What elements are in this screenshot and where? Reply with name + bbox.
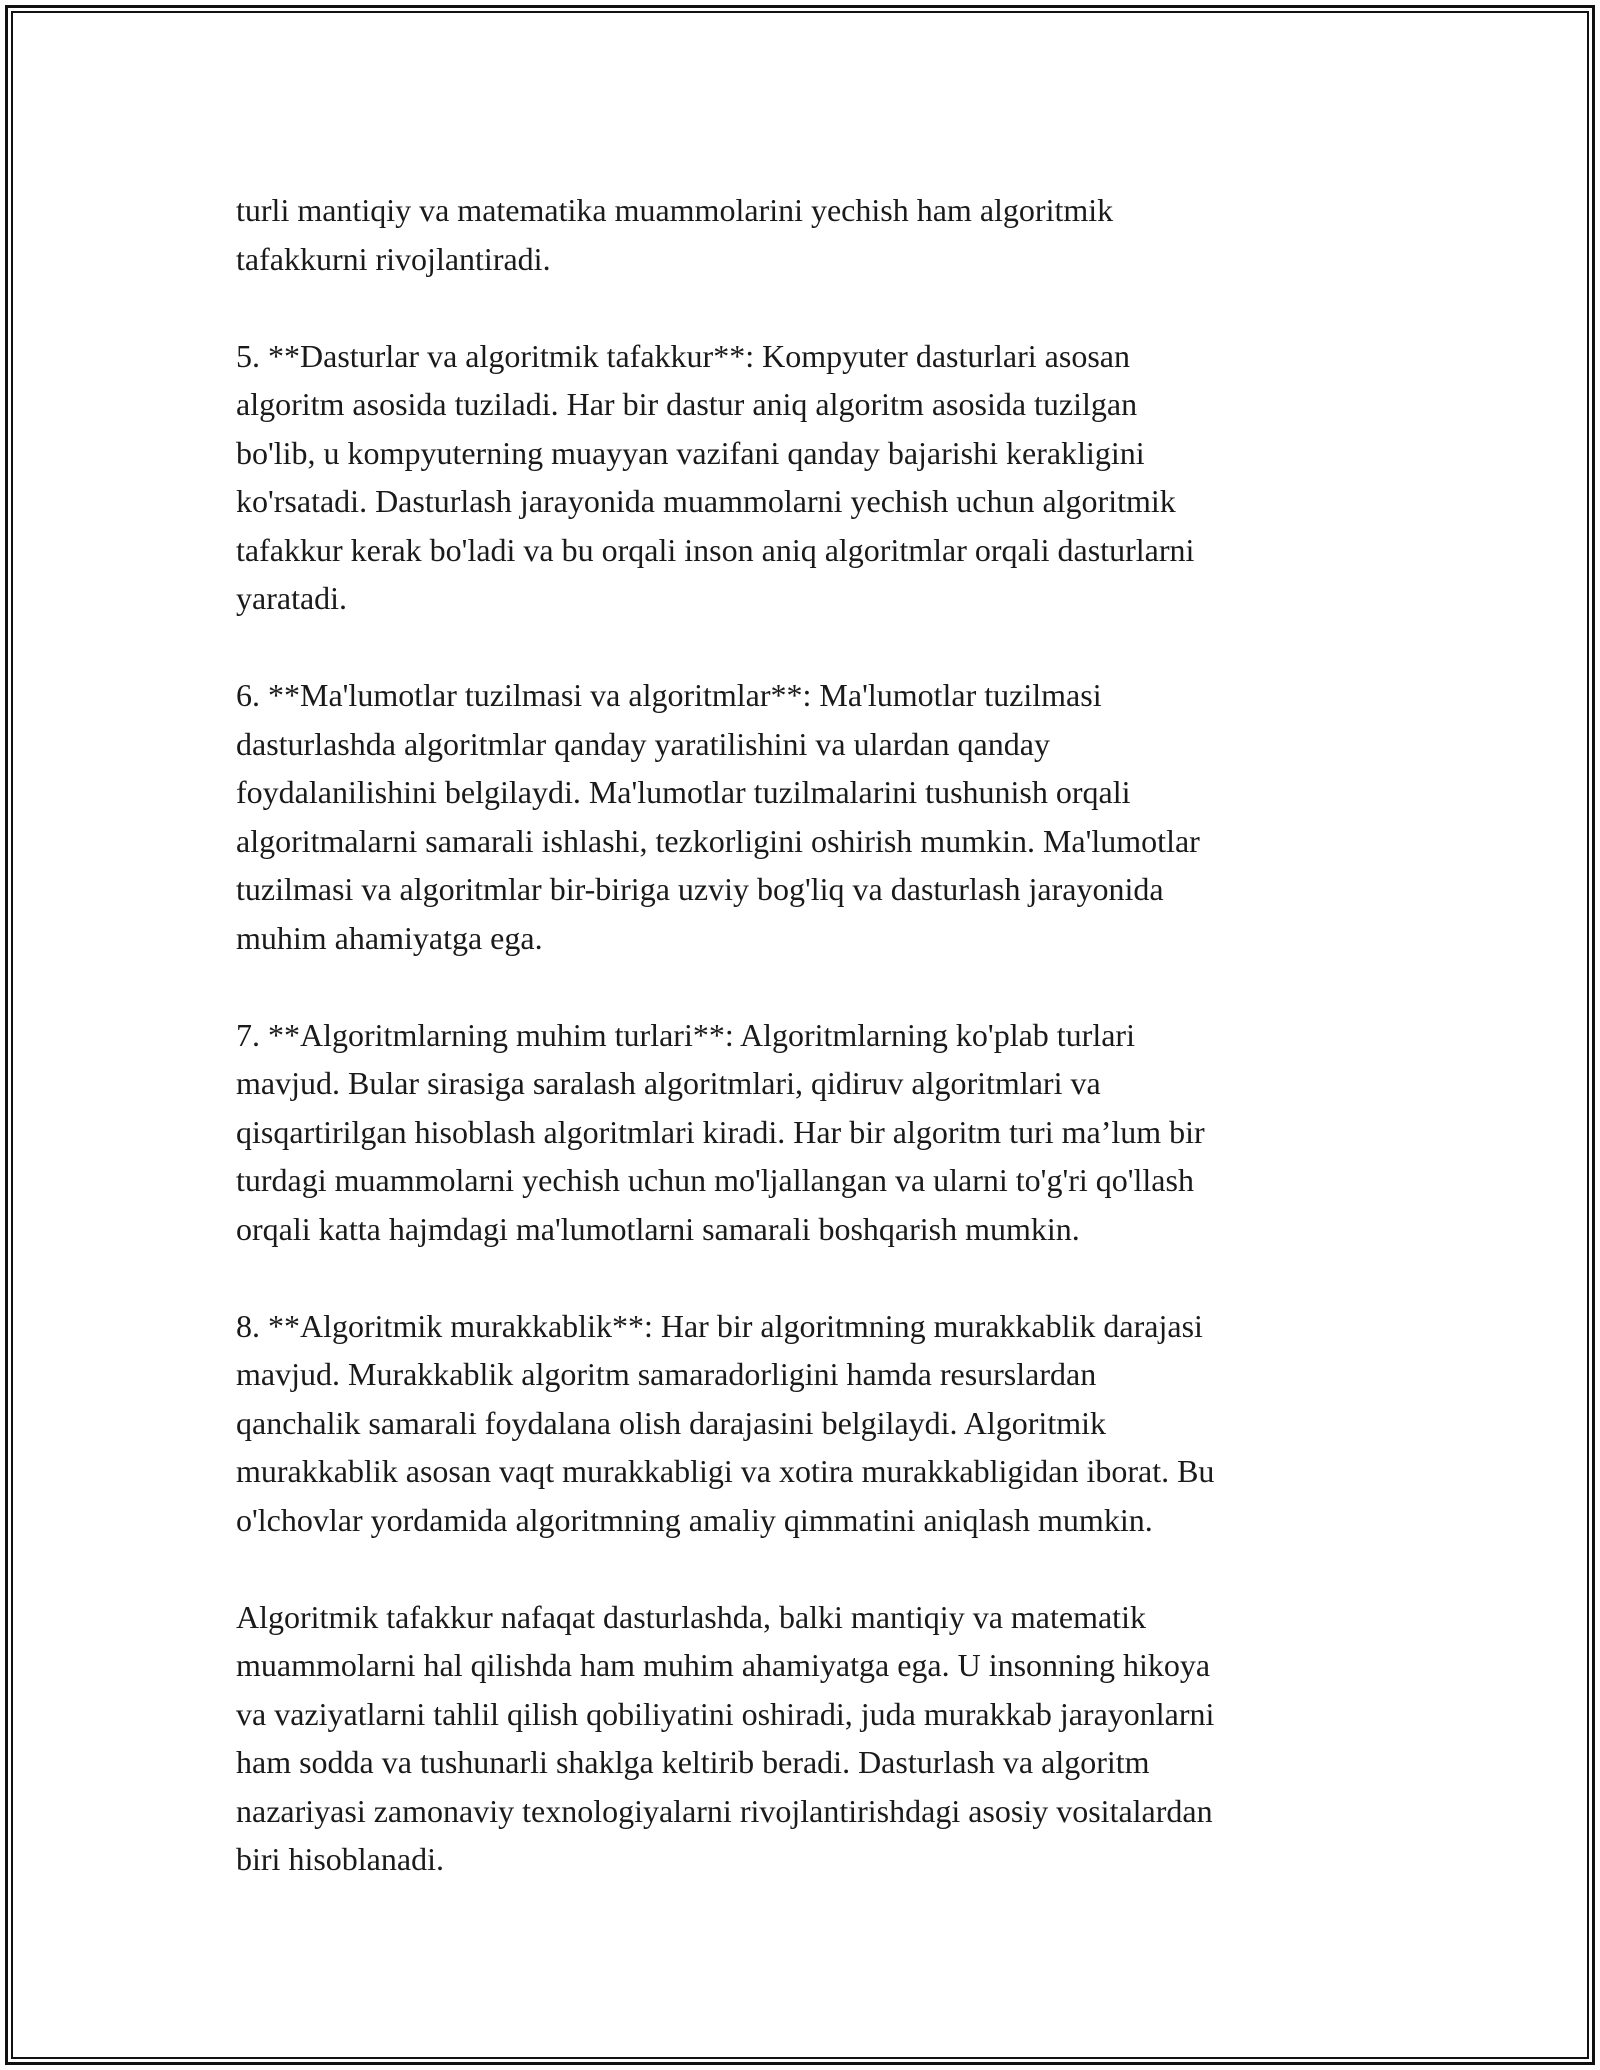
paragraph-item-8: 8. **Algoritmik murakkablik**: Har bir algoritmning murakkablik darajasi mavjud. Murakkablik algoritm samaradorligini hamda resurslardan qanchalik samarali foydalana olish darajasini belgilaydi. Algoritmik murakkablik asosan vaqt murakkabligi va xotira murakkabligidan iborat. Bu o'lchovlar yordamida algoritmning amaliy qimmatini aniqlash mumkin.: [236, 1307, 1215, 1538]
paragraph-item-7: 7. **Algoritmlarning muhim turlari**: Algoritmlarning ko'plab turlari mavjud. Bular sirasiga saralash algoritmlari, qidiruv algoritmlari va qisqartirilgan hisoblash algoritmlari kiradi. Har bir algoritm turi ma’lum bir turdagi muammolarni yechish uchun mo'ljallangan va ularni to'g'ri qo'llash orqali katta hajmdagi ma'lumotlarni samarali boshqarish mumkin.: [236, 1016, 1205, 1247]
paragraph-item-6: 6. **Ma'lumotlar tuzilmasi va algoritmlar**: Ma'lumotlar tuzilmasi dasturlashda algoritmlar qanday yaratilishini va ulardan qanday foydalanilishini belgilaydi. Ma'lumotlar tuzilmalarini tushunish orqali algoritmalarni samarali ishlashi, tezkorligini oshirish mumkin. Ma'lumotlar tuzilmasi va algoritmlar bir-biriga uzviy bog'liq va dasturlash jarayonida muhim ahamiyatga ega.: [236, 677, 1200, 956]
document-body: [236, 186, 1376, 1884]
paragraph-item-5: 5. **Dasturlar va algoritmik tafakkur**: Kompyuter dasturlari asosan algoritm asosida tuziladi. Har bir dastur aniq algoritm asosida tuzilgan bo'lib, u kompyuterning muayyan vazifani qanday bajarishi kerakligini ko'rsatadi. Dasturlash jarayonida muammolarni yechish uchun algoritmik tafakkur kerak bo'ladi va bu orqali inson aniq algoritmlar orqali dasturlarni yaratadi.: [236, 337, 1195, 616]
paragraph-continuation: turli mantiqiy va matematika muammolarini yechish ham algoritmik tafakkurni rivojlantiradi.: [236, 192, 1114, 277]
paragraph-conclusion: Algoritmik tafakkur nafaqat dasturlashda, balki mantiqiy va matematik muammolarni hal qilishda ham muhim ahamiyatga ega. U insonning hikoya va vaziyatlarni tahlil qilish qobiliyatini oshiradi, juda murakkab jarayonlarni ham sodda va tushunarli shaklga keltirib beradi. Dasturlash va algoritm nazariyasi zamonaviy texnologiyalarni rivojlantirishdagi asosiy vositalardan biri hisoblanadi.: [236, 1598, 1215, 1877]
